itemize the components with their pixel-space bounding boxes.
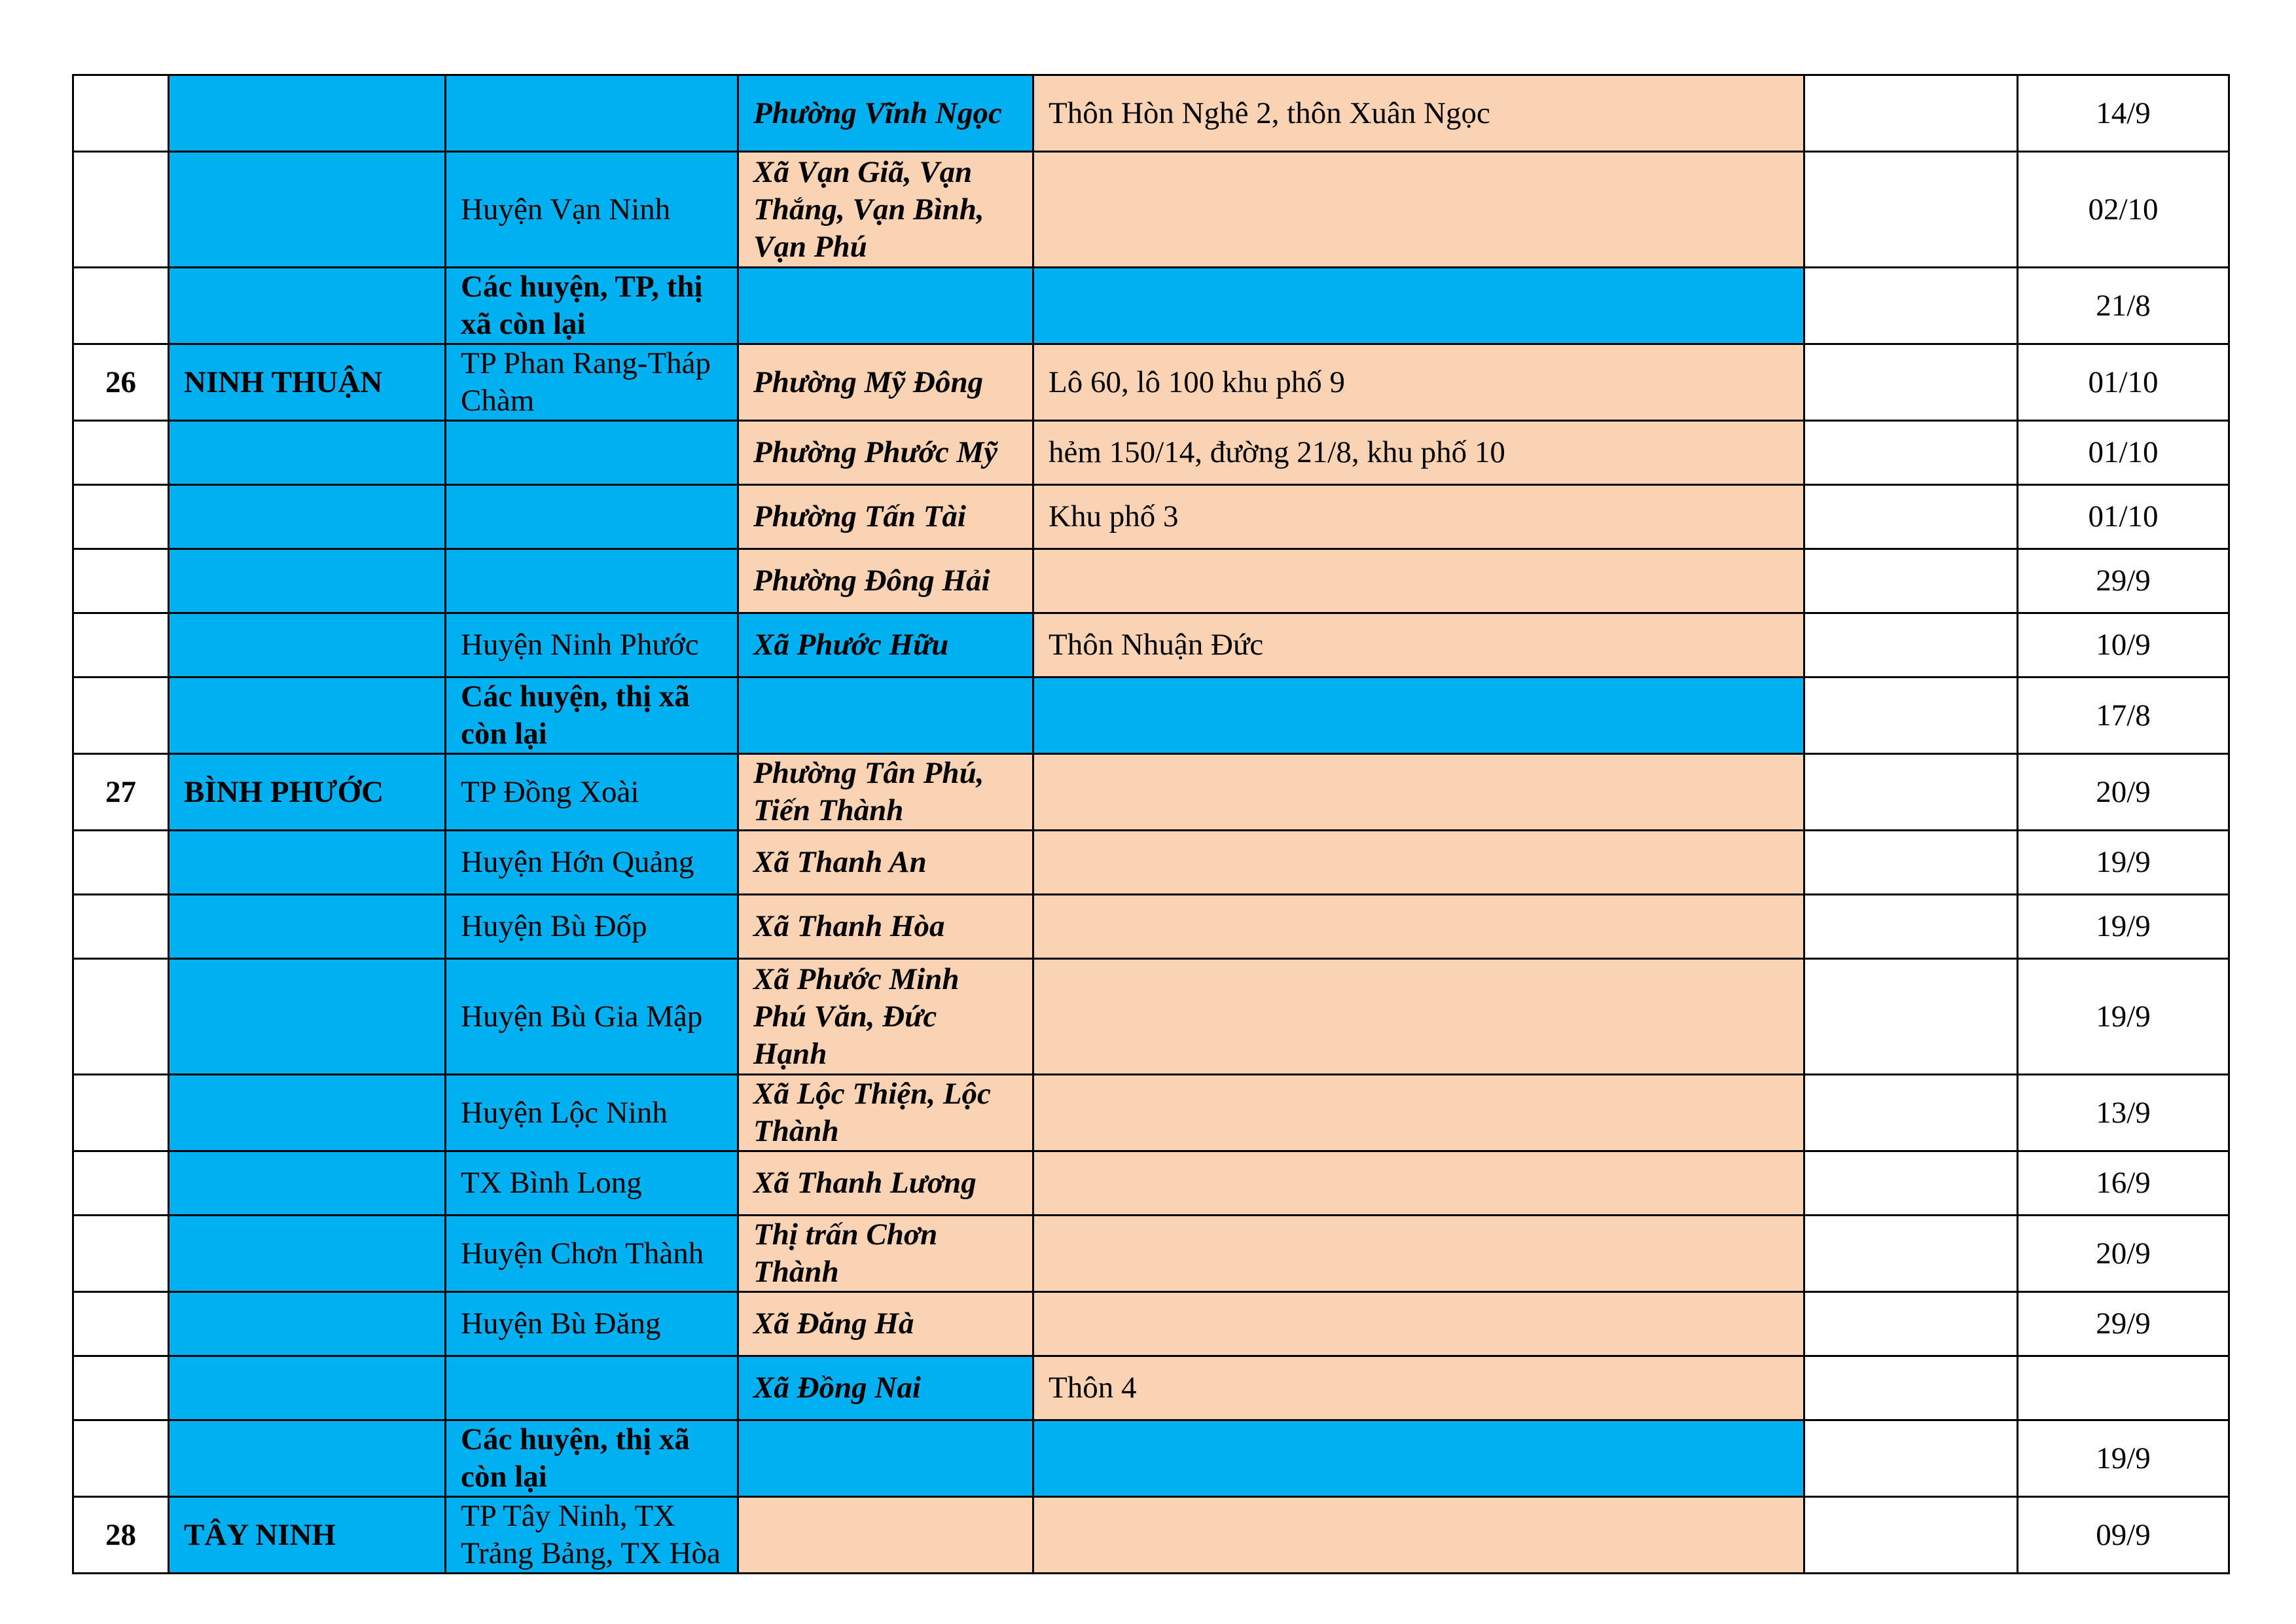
stt-cell [73,613,169,677]
ward-cell [738,549,1033,613]
date-cell [2018,549,2229,613]
ward-cell [738,1151,1033,1216]
extra-cell [1804,152,2018,268]
ward-cell [738,268,1033,344]
province-cell [169,152,446,268]
extra-cell [1804,1292,2018,1356]
extra-cell [1804,421,2018,485]
extra-cell [1804,1075,2018,1151]
area-cell [1033,613,1804,677]
stt-cell [73,895,169,959]
district-text: TP Phan Rang-Tháp Chàm [461,346,711,418]
date-cell [2018,831,2229,895]
province-cell [169,549,446,613]
area-text: Khu phố 3 [1049,499,1179,533]
date-cell [2018,1151,2229,1216]
extra-cell [1804,959,2018,1075]
stt-cell [73,268,169,344]
extra-cell [1804,1216,2018,1292]
area-text: Thôn Hòn Nghê 2, thôn Xuân Ngọc [1049,96,1490,130]
table-row [73,1292,2229,1356]
extra-cell [1804,677,2018,754]
district-text: Huyện Chơn Thành [461,1236,704,1271]
district-text: TX Bình Long [461,1166,642,1200]
date-cell [2018,677,2229,754]
ward-cell [738,831,1033,895]
extra-cell [1804,268,2018,344]
table-row [73,1356,2229,1420]
stt-text: 28 [105,1517,136,1552]
district-text: Huyện Hớn Quảng [461,845,694,879]
district-text: TP Đồng Xoài [461,774,639,809]
extra-cell [1804,1151,2018,1216]
date-text: 29/9 [2096,1307,2151,1341]
table-body [73,75,2229,1574]
date-text: 16/9 [2096,1166,2151,1200]
date-text: 09/9 [2096,1517,2151,1552]
date-text: 20/9 [2096,1236,2151,1271]
extra-cell [1804,344,2018,421]
district-cell [446,75,738,152]
district-cell [446,268,738,344]
area-text: hẻm 150/14, đường 21/8, khu phố 10 [1049,435,1505,469]
ward-cell [738,959,1033,1075]
date-text: 17/8 [2096,698,2151,732]
ward-text: Phường Tân Phú, Tiến Thành [753,756,984,827]
stt-cell [73,831,169,895]
district-cell [446,959,738,1075]
date-text: 13/9 [2096,1095,2151,1130]
province-text: TÂY NINH [184,1517,336,1552]
date-text: 01/10 [2088,435,2159,469]
district-text: Các huyện, thị xã còn lại [461,679,690,751]
district-text: Huyện Vạn Ninh [461,192,671,226]
extra-cell [1804,549,2018,613]
district-cell [446,1075,738,1151]
stt-cell [73,1151,169,1216]
stt-cell [73,1216,169,1292]
province-cell [169,485,446,549]
district-cell [446,677,738,754]
ward-text: Thị trấn Chơn Thành [753,1218,938,1289]
ward-cell [738,1497,1033,1574]
province-cell [169,1216,446,1292]
ward-text: Xã Phước Minh Phú Văn, Đức Hạnh [753,962,960,1071]
district-cell [446,344,738,421]
date-cell [2018,1216,2229,1292]
ward-text: Phường Tấn Tài [753,499,966,533]
area-cell [1033,1216,1804,1292]
date-cell [2018,344,2229,421]
stt-cell [73,421,169,485]
ward-cell [738,344,1033,421]
table-row [73,959,2229,1075]
extra-cell [1804,831,2018,895]
table-row [73,1216,2229,1292]
date-text: 02/10 [2088,192,2159,226]
date-cell [2018,1420,2229,1497]
district-cell [446,421,738,485]
ward-cell [738,1075,1033,1151]
extra-cell [1804,613,2018,677]
district-text: Huyện Bù Đăng [461,1307,661,1341]
ward-text: Xã Thanh Hòa [753,909,945,943]
date-cell [2018,1075,2229,1151]
stt-cell [73,152,169,268]
area-cell [1033,1151,1804,1216]
province-text: BÌNH PHƯỚC [184,774,384,809]
area-cell [1033,754,1804,831]
district-text: Huyện Lộc Ninh [461,1095,668,1130]
ward-cell [738,1216,1033,1292]
stt-text: 26 [105,365,136,399]
district-cell [446,831,738,895]
province-cell [169,895,446,959]
district-cell [446,485,738,549]
province-cell [169,959,446,1075]
date-text: 01/10 [2088,365,2159,399]
table-row [73,1497,2229,1574]
extra-cell [1804,1356,2018,1420]
date-text: 10/9 [2096,628,2151,662]
stt-cell [73,754,169,831]
area-cell [1033,549,1804,613]
province-cell [169,1420,446,1497]
date-text: 21/8 [2096,288,2151,323]
area-cell [1033,677,1804,754]
extra-cell [1804,75,2018,152]
district-text: Các huyện, TP, thị xã còn lại [461,270,703,341]
province-cell [169,1292,446,1356]
date-cell [2018,421,2229,485]
district-cell [446,754,738,831]
stt-cell [73,344,169,421]
date-text: 01/10 [2088,499,2159,533]
table-row [73,421,2229,485]
ward-cell [738,75,1033,152]
date-cell [2018,1292,2229,1356]
ward-text: Xã Vạn Giã, Vạn Thắng, Vạn Bình, Vạn Phú [753,154,984,264]
table-row [73,268,2229,344]
stt-text: 27 [105,774,136,809]
date-cell [2018,268,2229,344]
province-cell [169,1075,446,1151]
stt-cell [73,75,169,152]
table-row [73,677,2229,754]
date-cell [2018,754,2229,831]
ward-text: Phường Đông Hải [753,564,990,598]
ward-text: Phường Mỹ Đông [753,365,984,399]
ward-text: Phường Vĩnh Ngọc [753,96,1002,130]
extra-cell [1804,1497,2018,1574]
stt-cell [73,549,169,613]
date-cell [2018,613,2229,677]
area-cell [1033,959,1804,1075]
extra-cell [1804,1420,2018,1497]
date-text: 14/9 [2096,96,2151,130]
date-cell [2018,895,2229,959]
table-row [73,1420,2229,1497]
province-cell [169,1497,446,1574]
stt-cell [73,959,169,1075]
ward-cell [738,1292,1033,1356]
ward-cell [738,754,1033,831]
table-row [73,1151,2229,1216]
district-cell [446,1292,738,1356]
ward-cell [738,421,1033,485]
ward-cell [738,895,1033,959]
district-cell [446,613,738,677]
date-cell [2018,152,2229,268]
area-cell [1033,831,1804,895]
province-cell [169,344,446,421]
province-cell [169,613,446,677]
area-cell [1033,344,1804,421]
ward-text: Phường Phước Mỹ [753,435,998,469]
ward-cell [738,1420,1033,1497]
ward-text: Xã Đồng Nai [753,1371,921,1405]
extra-cell [1804,754,2018,831]
province-cell [169,1356,446,1420]
district-cell [446,549,738,613]
ward-cell [738,677,1033,754]
ward-text: Xã Thanh An [753,845,927,879]
extra-cell [1804,895,2018,959]
date-text: 19/9 [2096,845,2151,879]
date-text: 19/9 [2096,999,2151,1034]
district-text: TP Tây Ninh, TX Trảng Bảng, TX Hòa [461,1499,721,1570]
extra-cell [1804,485,2018,549]
table-row [73,485,2229,549]
district-cell [446,1356,738,1420]
district-text: Các huyện, thị xã còn lại [461,1422,690,1494]
date-text: 19/9 [2096,1441,2151,1475]
province-cell [169,754,446,831]
date-text: 20/9 [2096,774,2151,809]
ward-cell [738,152,1033,268]
ward-text: Xã Lộc Thiện, Lộc Thành [753,1077,991,1148]
district-text: Huyện Bù Đốp [461,909,647,943]
ward-text: Xã Thanh Lương [753,1166,977,1200]
area-cell [1033,1420,1804,1497]
area-cell [1033,1497,1804,1574]
district-cell [446,152,738,268]
province-cell [169,268,446,344]
date-text: 29/9 [2096,564,2151,598]
area-cell [1033,152,1804,268]
date-cell [2018,485,2229,549]
table-row [73,613,2229,677]
date-cell [2018,75,2229,152]
ward-text: Xã Phước Hữu [753,628,949,662]
table-row [73,831,2229,895]
stt-cell [73,1497,169,1574]
stt-cell [73,1356,169,1420]
province-cell [169,831,446,895]
stt-cell [73,1075,169,1151]
covid-zone-table [72,74,2230,1574]
district-cell [446,1216,738,1292]
area-text: Thôn 4 [1049,1371,1137,1405]
district-cell [446,1497,738,1574]
stt-cell [73,1420,169,1497]
ward-cell [738,1356,1033,1420]
stt-cell [73,677,169,754]
district-cell [446,1151,738,1216]
table-row [73,1075,2229,1151]
province-text: NINH THUẬN [184,365,383,399]
province-cell [169,75,446,152]
ward-cell [738,613,1033,677]
area-cell [1033,1075,1804,1151]
area-cell [1033,75,1804,152]
table-row [73,895,2229,959]
province-cell [169,421,446,485]
ward-cell [738,485,1033,549]
date-cell [2018,1356,2229,1420]
area-cell [1033,895,1804,959]
date-text: 19/9 [2096,909,2151,943]
area-cell [1033,421,1804,485]
stt-cell [73,1292,169,1356]
area-cell [1033,268,1804,344]
district-text: Huyện Bù Gia Mập [461,999,703,1034]
date-cell [2018,959,2229,1075]
date-cell [2018,1497,2229,1574]
area-text: Lô 60, lô 100 khu phố 9 [1049,365,1346,399]
stt-cell [73,485,169,549]
table-row [73,754,2229,831]
table-row [73,152,2229,268]
province-cell [169,677,446,754]
district-cell [446,895,738,959]
ward-text: Xã Đăng Hà [753,1307,914,1341]
district-cell [446,1420,738,1497]
area-cell [1033,1292,1804,1356]
table-row [73,549,2229,613]
district-text: Huyện Ninh Phước [461,628,699,662]
table-row [73,75,2229,152]
province-cell [169,1151,446,1216]
table-row [73,344,2229,421]
area-cell [1033,1356,1804,1420]
area-text: Thôn Nhuận Đức [1049,628,1264,662]
area-cell [1033,485,1804,549]
